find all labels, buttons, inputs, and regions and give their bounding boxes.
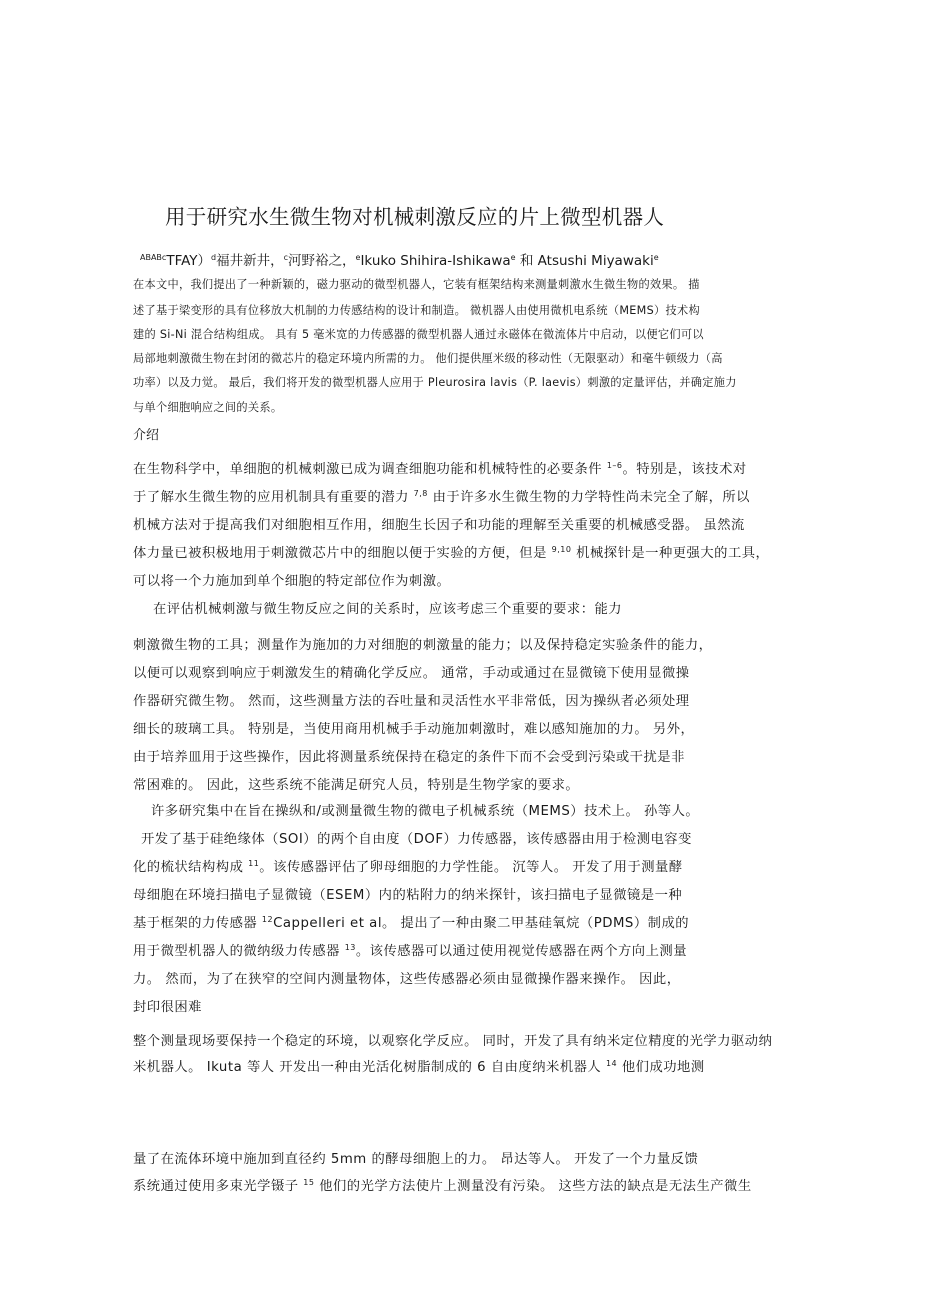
citation: 12: [261, 915, 274, 924]
body-line: 由于培养皿用于这些操作，因此将测量系统保持在稳定的条件下而不会受到污染或干扰是非: [133, 750, 685, 765]
body-line: 在评估机械刺激与微生物反应之间的关系时，应该考虑三个重要的要求：能力: [153, 602, 623, 617]
body-line: 以便可以观察到响应于刺激发生的精确化学反应。 通常，手动或通过在显微镜下使用显微操: [133, 666, 690, 681]
abstract-line: 述了基于梁变形的具有位移放大机制的力传感结构的设计和制造。 微机器人由使用微机电系统（MEMS）技术构: [133, 304, 700, 317]
body-line: 常困难的。 因此，这些系统不能满足研究人员，特别是生物学家的要求。: [133, 778, 580, 793]
author-list: $^{ABABc}$TFAY）$^d$福井新井，$^c$河野裕之，$^e$Ikuko Shihira-Ishikawa$^e$ 和 Atsushi Miyawaki$^e$: [140, 253, 659, 269]
affiliation-mark: ABABc: [140, 253, 167, 262]
body-line: 整个测量现场要保持一个稳定的环境，以观察化学反应。 同时，开发了具有纳米定位精度的光学力驱动纳: [133, 1034, 773, 1049]
body-line: 米机器人。 Ikuta 等人 开发出一种由光活化树脂制成的 6 自由度纳米机器人 $^{14}$ 他们成功地测: [133, 1059, 705, 1075]
abstract-line: 建的 Si-Ni 混合结构组成。 具有 5 毫米宽的力传感器的微型机器人通过永磁体在微流体片中启动，以便它们可以: [133, 328, 704, 341]
body-line: 许多研究集中在旨在操纵和/或测量微生物的微电子机械系统（MEMS）技术上。 孙等人。: [151, 804, 700, 819]
body-line: 刺激微生物的工具；测量作为施加的力对细胞的刺激量的能力；以及保持稳定实验条件的能力，: [133, 638, 713, 653]
body-line: 基于框架的力传感器 $^{12}$Cappelleri et al。 提出了一种由聚二甲基硅氧烷（PDMS）制成的: [133, 915, 690, 931]
body-line: 可以将一个力施加到单个细胞的特定部位作为刺激。: [133, 574, 451, 589]
citation: 15: [303, 1178, 315, 1187]
body-line: 封印很困难: [133, 1000, 202, 1015]
body-line: 作器研究微生物。 然而，这些测量方法的吞吐量和灵活性水平非常低，因为操纵者必须处理: [133, 694, 690, 709]
citation: 7,8: [413, 489, 428, 498]
paper-title: 用于研究水生微生物对机械刺激反应的片上微型机器人: [165, 205, 665, 229]
abstract-line: 在本文中，我们提出了一种新颖的，磁力驱动的微型机器人，它装有框架结构来测量刺激水生微生物的效果。 描: [133, 278, 700, 291]
body-line: 在生物科学中，单细胞的机械刺激已成为调查细胞功能和机械特性的必要条件 $^{1-6}$。特别是，该技术对: [133, 461, 747, 477]
citation: 9,10: [551, 545, 572, 554]
body-line: 用于微型机器人的微纳级力传感器 $^{13}$。该传感器可以通过使用视觉传感器在两个方向上测量: [133, 943, 687, 959]
body-line: 母细胞在环境扫描电子显微镜（ESEM）内的粘附力的纳米探针，该扫描电子显微镜是一种: [133, 888, 683, 903]
section-heading: 介绍: [133, 428, 160, 443]
body-line: 细长的玻璃工具。 特别是，当使用商用机械手手动施加刺激时，难以感知施加的力。 另外，: [133, 722, 695, 737]
citation: 1–6: [606, 461, 623, 470]
citation: 14: [605, 1059, 618, 1068]
abstract-line: 与单个细胞响应之间的关系。: [133, 401, 283, 414]
body-line: 体力量已被积极地用于刺激微芯片中的细胞以便于实验的方便，但是 $^{9,10}$ 机械探针是一种更强大的工具，: [133, 545, 770, 561]
body-line: 系统通过使用多束光学镊子 $^{15}$ 他们的光学方法使片上测量没有污染。 这些方法的缺点是无法生产微生: [133, 1178, 752, 1194]
abstract-line: 功率）以及力觉。 最后，我们将开发的微型机器人应用于 Pleurosira lavis（P. laevis）刺激的定量评估，并确定施力: [133, 376, 737, 389]
body-line: 量了在流体环境中施加到直径约 5mm 的酵母细胞上的力。 昂达等人。 开发了一个力量反馈: [133, 1152, 699, 1167]
body-line: 于了解水生微生物的应用机制具有重要的潜力 $^{7,8}$ 由于许多水生微生物的力学特性尚未完全了解，所以: [133, 489, 750, 505]
body-line: 力。 然而，为了在狭窄的空间内测量物体，这些传感器必须由显微操作器来操作。 因此，: [133, 972, 681, 987]
citation: 13: [344, 943, 356, 952]
body-line: 化的梳状结构构成 $^{11}$。该传感器评估了卵母细胞的力学性能。 沉等人。 开发了用于测量酵: [133, 859, 683, 875]
citation: 11: [248, 859, 260, 868]
body-line: 机械方法对于提高我们对细胞相互作用，细胞生长因子和功能的理解至关重要的机械感受器。 虽然流: [133, 518, 745, 533]
body-line: 开发了基于硅绝缘体（SOI）的两个自由度（DOF）力传感器，该传感器由用于检测电容变: [141, 832, 692, 847]
abstract-line: 局部地刺激微生物在封闭的微芯片的稳定环境内所需的力。 他们提供厘米级的移动性（无限驱动）和毫牛顿级力（高: [133, 352, 723, 365]
